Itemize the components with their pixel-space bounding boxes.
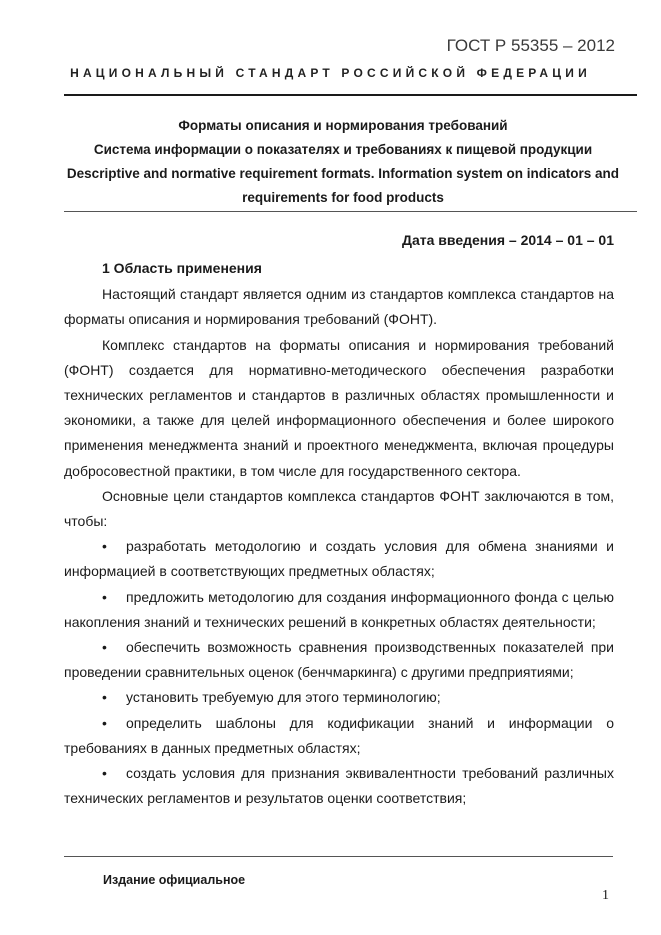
- list-item-text: предложить методологию для создания информационного фонда с целью накопления знаний и технических решений в конкретных областях деятельности;: [64, 588, 614, 630]
- title-ru-line1: Форматы описания и нормирования требований: [178, 118, 508, 133]
- title-en-line2: requirements for food products: [242, 190, 444, 205]
- list-item: [64, 585, 614, 635]
- section-body: [64, 256, 614, 811]
- list-item: [64, 534, 614, 584]
- title-en-line1: Descriptive and normative requirement formats. Information system on indicators and: [66, 166, 620, 181]
- bullet-icon: •: [102, 689, 107, 706]
- goals-list: [64, 534, 614, 811]
- standard-titles: [54, 114, 632, 210]
- list-item-text: создать условия для признания эквивалентности требований различных технических регламентов и результатов оценки соответствия;: [64, 765, 614, 807]
- list-item: [64, 635, 614, 685]
- header-divider: [64, 94, 637, 96]
- section-heading: 1 Область применения: [102, 260, 262, 276]
- page-number: 1: [602, 888, 609, 903]
- paragraph-2: Комплекс стандартов на форматы описания и нормирования требований (ФОНТ) создается для нормативно-методического обеспечения разработки технических регламентов и стандартов в различных областях промышленности и экономики, а также для целей информационного обеспечения и более широкого применения менеджмента знаний и проектного менеджмента, включая процедуры добросовестной практики, в том числе для государственного сектора.: [64, 336, 614, 479]
- title-divider: [64, 211, 637, 212]
- list-item-text: установить требуемую для этого терминологию;: [126, 689, 441, 706]
- paragraph-3: Основные цели стандартов комплекса стандартов ФОНТ заключаются в том, чтобы:: [64, 487, 614, 530]
- footer-divider: [64, 856, 613, 857]
- list-item-text: разработать методологию и создать условия для обмена знаниями и информацией в соответствующих предметных областях;: [64, 538, 614, 580]
- bullet-icon: •: [102, 765, 107, 782]
- introduction-date: Дата введения – 2014 – 01 – 01: [402, 232, 614, 248]
- document-code: ГОСТ Р 55355 – 2012: [446, 36, 615, 55]
- title-ru-line2: Система информации о показателях и требованиях к пищевой продукции: [93, 142, 593, 157]
- national-standard-title: НАЦИОНАЛЬНЫЙ СТАНДАРТ РОССИЙСКОЙ ФЕДЕРАЦИИ: [70, 66, 591, 80]
- list-item-text: определить шаблоны для кодификации знаний и информации о требованиях в данных предметных областях;: [64, 714, 614, 756]
- list-item: [64, 761, 614, 811]
- list-item: [64, 711, 614, 761]
- official-edition-note: Издание официальное: [103, 873, 246, 887]
- bullet-icon: •: [102, 588, 107, 605]
- list-item-text: обеспечить возможность сравнения производственных показателей при проведении сравнительных оценок (бенчмаркинга) с другими предприятиями;: [64, 639, 614, 681]
- bullet-icon: •: [102, 714, 107, 731]
- list-item: [64, 685, 614, 710]
- paragraph-1: Настоящий стандарт является одним из стандартов комплекса стандартов на форматы описания и нормирования требований (ФОНТ).: [64, 286, 614, 328]
- bullet-icon: •: [102, 538, 107, 555]
- bullet-icon: •: [102, 639, 107, 656]
